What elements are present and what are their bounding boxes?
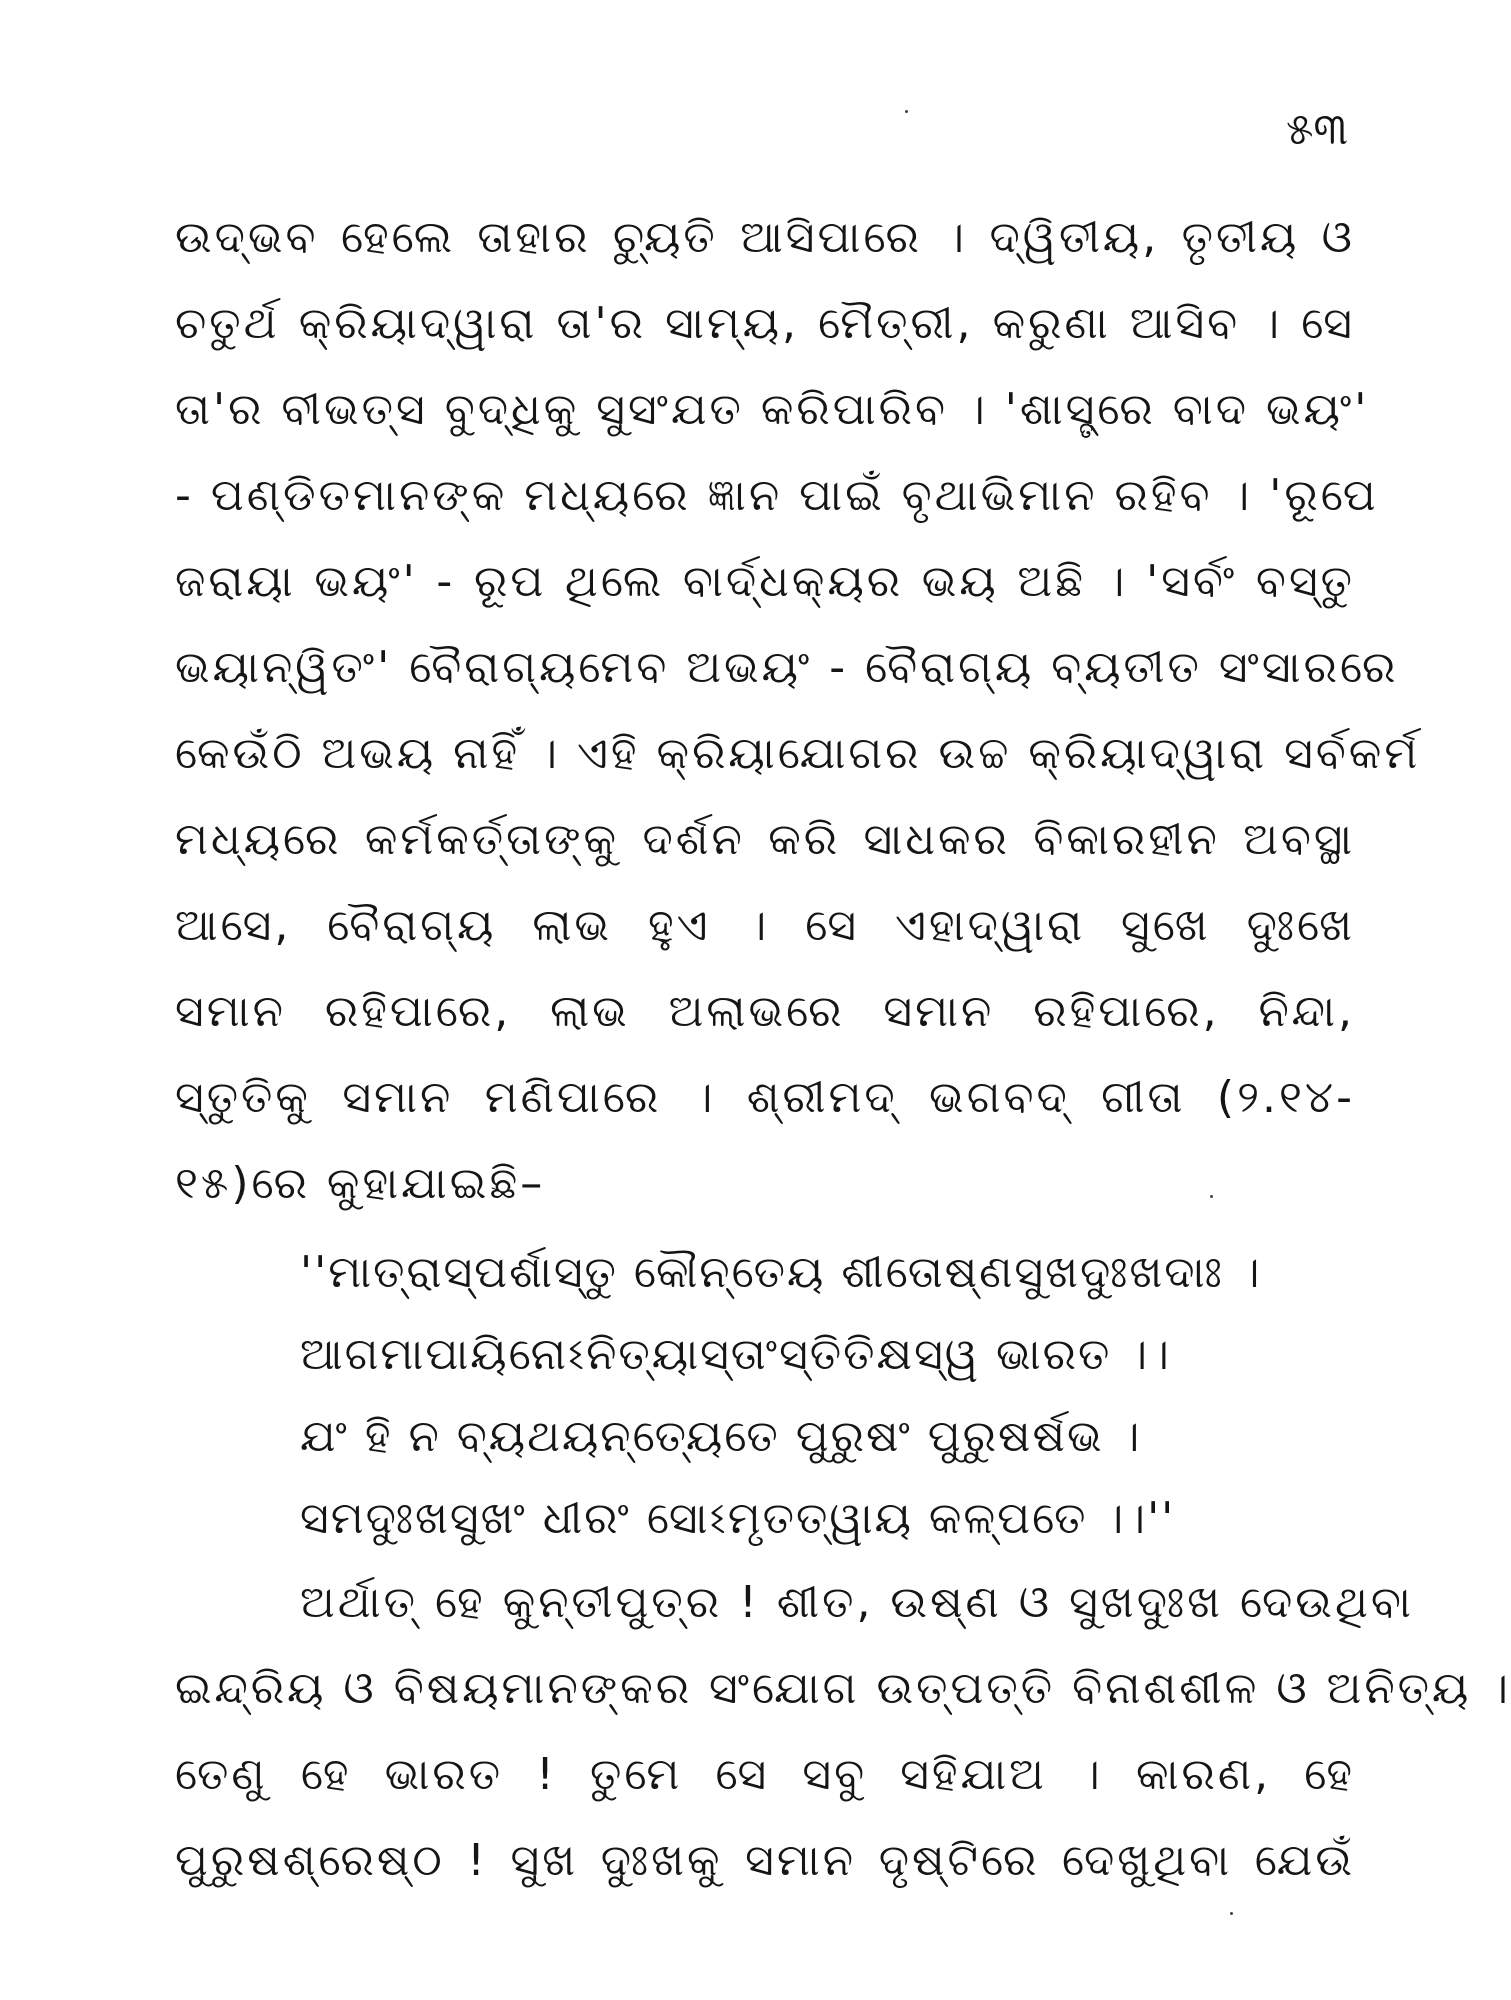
text-line: ସମାନ ରହିପାରେ, ଲାଭ ଅଲାଭରେ ସମାନ ରହିପାରେ, ନିନ୍ଦା, xyxy=(175,986,1355,1037)
text-line: ତା'ର ବୀଭତ୍ସ ବୁଦ୍ଧିକୁ ସୁସଂଯତ କରିପାରିବ । 'ଶାସ୍ତ୍ରେ ବାଦ ଭୟଂ' xyxy=(175,384,1370,435)
text-line: ଅର୍ଥାତ୍ ହେ କୁନ୍ତୀପୁତ୍ର ! ଶୀତ, ଉଷ୍ଣ ଓ ସୁଖଦୁଃଖ ଦେଉଥିବା xyxy=(300,1577,1414,1628)
text-line: ଆସେ, ବୈରାଗ୍ୟ ଲାଭ ହୁଏ । ସେ ଏହାଦ୍ୱାରା ସୁଖେ ଦୁଃଖେ xyxy=(175,900,1355,951)
text-line: ମଧ୍ୟରେ କର୍ମକର୍ତ୍ତାଙ୍କୁ ଦର୍ଶନ କରି ସାଧକର ବିକାରହୀନ ଅବସ୍ଥା xyxy=(175,814,1355,865)
text-line: ତେଣୁ ହେ ଭାରତ ! ତୁମେ ସେ ସବୁ ସହିଯାଅ । କାରଣ, ହେ xyxy=(175,1749,1355,1800)
text-line: ଇନ୍ଦ୍ରିୟ ଓ ବିଷୟମାନଙ୍କର ସଂଯୋଗ ଉତ୍ପତ୍ତି ବିନାଶଶୀଳ ଓ ଅନିତ୍ୟ । xyxy=(175,1663,1511,1714)
text-line: ଉଦ୍‌ଭବ ହେଲେ ତାହାର ଚ୍ୟୁତି ଆସିପାରେ । ଦ୍ୱିତୀୟ, ତୃତୀୟ ଓ xyxy=(175,212,1355,263)
verse-line: ''ମାତ୍ରାସ୍ପର୍ଶାସ୍ତୁ କୌନ୍ତେୟ ଶୀତୋଷ୍ଣସୁଖଦୁଃଖଦାଃ । xyxy=(300,1247,1262,1298)
paragraph-2 xyxy=(175,1560,1511,1904)
verse-line: ଯଂ ହି ନ ବ୍ୟଥୟନ୍ତ୍ୟେତେ ପୁରୁଷଂ ପୁରୁଷର୍ଷଭ । xyxy=(300,1411,1142,1462)
text-line: ଜରାୟା ଭୟଂ' - ରୂପ ଥିଲେ ବାର୍ଦ୍ଧକ୍ୟର ଭୟ ଅଛି । 'ସର୍ବଂ ବସ୍ତୁ xyxy=(175,556,1355,607)
page-number: ୫୩ xyxy=(1285,104,1348,155)
paragraph-1 xyxy=(175,195,1421,1227)
text-line: କେଉଁଠି ଅଭୟ ନାହିଁ । ଏହି କ୍ରିୟାଯୋଗର ଉଚ୍ଚ କ୍ରିୟାଦ୍ୱାରା ସର୍ବକର୍ମ xyxy=(175,728,1421,779)
verse-line: ସମଦୁଃଖସୁଖଂ ଧୀରଂ ସୋଽମୃତତ୍ୱାୟ କଳ୍ପତେ ।।'' xyxy=(300,1493,1176,1544)
text-line: ଭୟାନ୍ୱିତଂ' ବୈରାଗ୍ୟମେବ ଅଭୟଂ - ବୈରାଗ୍ୟ ବ୍ୟତୀତ ସଂସାରରେ xyxy=(175,642,1399,693)
text-line: ସ୍ତୁତିକୁ ସମାନ ମଣିପାରେ । ଶ୍ରୀମଦ୍ ଭଗବଦ୍ ଗୀତା (୨.୧୪- xyxy=(175,1072,1355,1123)
text-line: - ପଣ୍ଡିତମାନଙ୍କ ମଧ୍ୟରେ ଜ୍ଞାନ ପାଇଁ ବୃଥାଭିମାନ ରହିବ । 'ରୂପେ xyxy=(175,470,1379,521)
print-speck xyxy=(905,110,908,113)
text-line: ୧୫)ରେ କୁହାଯାଇଛି– xyxy=(175,1158,546,1209)
gita-verse xyxy=(300,1232,1300,1560)
verse-line: ଆଗମାପାୟିନୋଽନିତ୍ୟାସ୍ତାଂସ୍ତିତିକ୍ଷସ୍ୱ ଭାରତ ।। xyxy=(300,1329,1171,1380)
text-line: ଚତୁର୍ଥ କ୍ରିୟାଦ୍ୱାରା ତା'ର ସାମ୍ୟ, ମୈତ୍ରୀ, କରୁଣା ଆସିବ । ସେ xyxy=(175,298,1355,349)
text-line: ପୁରୁଷଶ୍ରେଷ୍ଠ ! ସୁଖ ଦୁଃଖକୁ ସମାନ ଦୃଷ୍ଟିରେ ଦେଖୁଥିବା ଯେଉଁ xyxy=(175,1835,1355,1886)
print-speck xyxy=(1230,1912,1233,1915)
